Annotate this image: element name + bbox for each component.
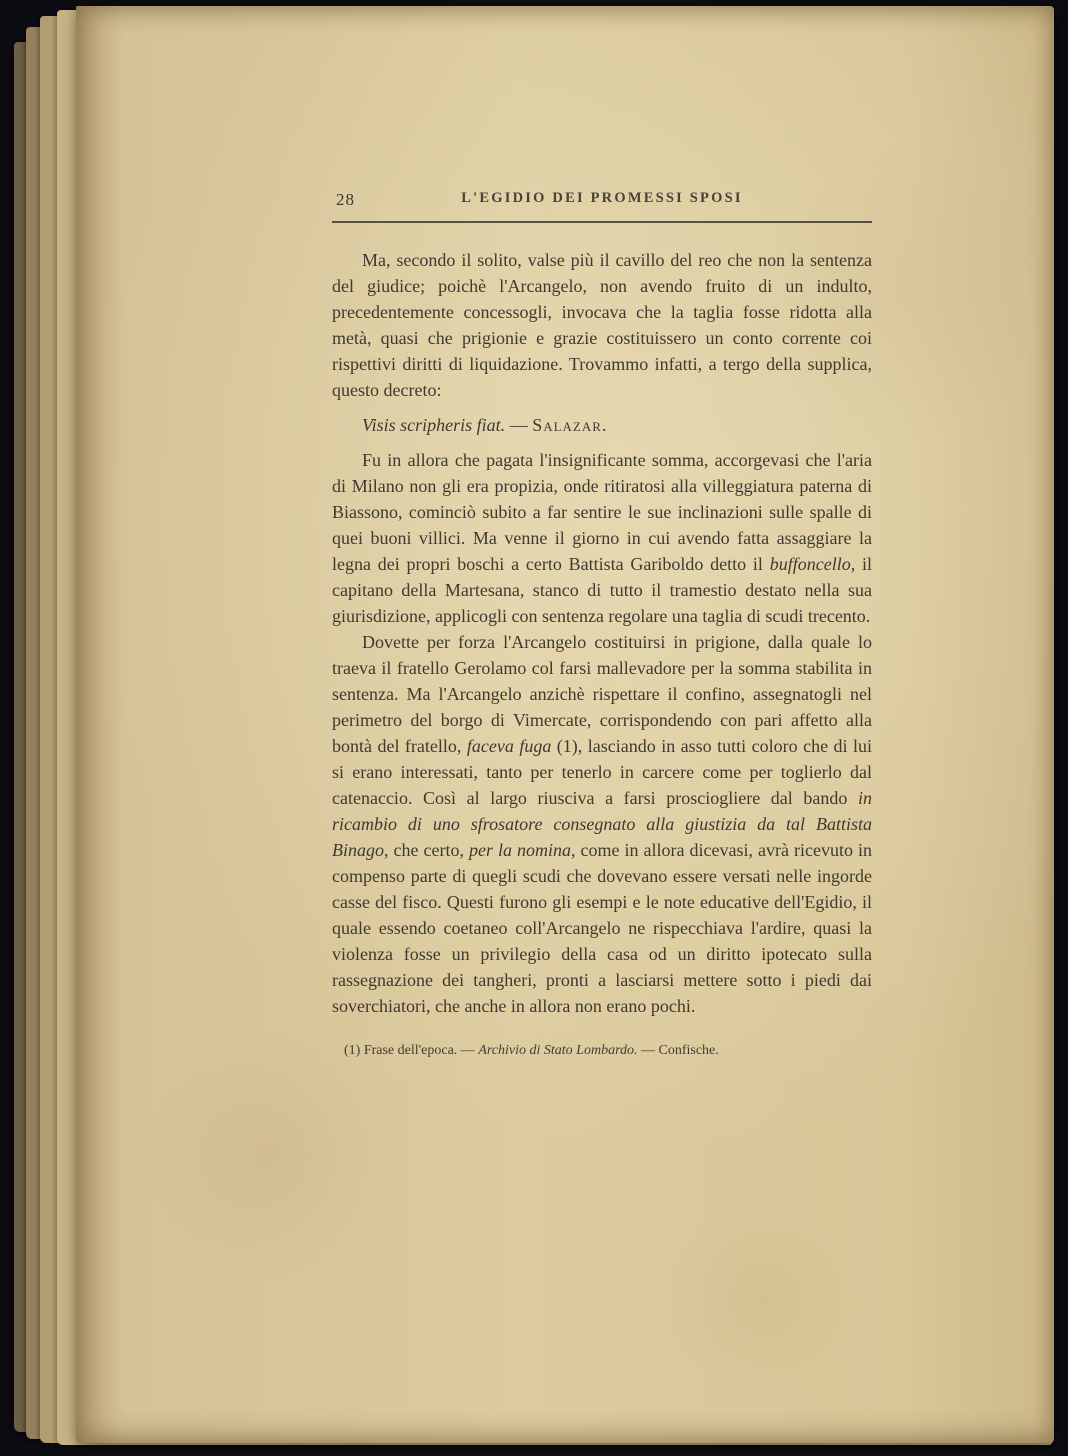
decree-line	[332, 412, 872, 438]
paragraph	[332, 629, 872, 1019]
text-segment: , come in allora dicevasi, avrà ricevuto in compenso parte di quegli scudi che dovevano essere versati nelle ingorde casse del fisco. Questi furono gli esempi e le note educative dell'Egidio, il quale essendo coetaneo coll'Arcangelo ne rispecchiava l'ardire, quasi la violenza fosse un privilegio della casa od un diritto ipotecato sulla rassegnazione dei tangheri, pronti a lasciarsi mettere sotto i piedi dai soverchiatori, che anche in allora non erano pochi.	[332, 840, 873, 1016]
italic-text: Archivio di Stato Lombardo.	[478, 1043, 638, 1058]
book-page	[76, 6, 1054, 1443]
footnote	[332, 1041, 872, 1060]
text-segment: (1) Frase dell'epoca. —	[344, 1043, 479, 1058]
italic-text: faceva fuga	[466, 736, 552, 756]
paragraph	[332, 447, 872, 629]
body-text	[332, 247, 872, 1019]
italic-text: per la nomina	[469, 840, 572, 860]
smallcaps-text: Salazar.	[532, 415, 608, 435]
page-header	[332, 190, 872, 214]
text-block	[332, 190, 872, 1060]
italic-text: in ricambio di uno sfrosatore consegnato alla giustizia da tal Battista Binago	[332, 788, 872, 860]
page-number: 28	[336, 190, 355, 209]
text-segment: Dovette per forza l'Arcangelo costituirsi in prigione, dalla quale lo traeva il fratello Gerolamo col farsi mallevadore per la somma stabilita in sentenza. Ma l'Arcangelo anzichè rispettare il confino, assegnatogli nel perimetro del borgo di Vimercate, corrispondendo con pari affetto alla bontà del fratello,	[332, 632, 872, 756]
italic-text: buffoncello	[769, 554, 851, 574]
paragraph	[332, 247, 872, 403]
text-segment: , il capitano della Martesana, stanco di tutto il tramestio destato nella sua giurisdizione, applicogli con sentenza regolare una taglia di scudi trecento.	[332, 554, 872, 626]
text-segment: Ma, secondo il solito, valse più il cavillo del reo che non la sentenza del giudice; poichè l'Arcangelo, non avendo fruito di un indulto, precedentemente concessogli, invocava che la taglia fosse ridotta alla metà, quasi che prigionie e grazie costituissero un conto corrente coi rispettivi diritti di liquidazione. Trovammo infatti, a tergo della supplica, questo decreto:	[332, 250, 872, 400]
running-title: L'EGIDIO DEI PROMESSI SPOSI	[461, 190, 743, 206]
italic-text: Visis scripheris fiat.	[362, 415, 506, 435]
header-rule	[332, 221, 872, 223]
text-segment: , che certo,	[384, 840, 469, 860]
text-segment: Fu in allora che pagata l'insignificante somma, accorgevasi che l'aria di Milano non gli era propizia, onde ritiratosi alla villeggiatura paterna di Biassono, cominciò subito a far sentire le sue inclinazioni sulle spalle di quei buoni villici. Ma venne il giorno in cui avendo fatta assaggiare la legna dei propri boschi a certo Battista Gariboldo detto il	[332, 450, 872, 574]
text-segment: (1), lasciando in asso tutti coloro che di lui si erano interessati, tanto per tenerlo in carcere come per toglierlo dal catenaccio. Così al largo riusciva a farsi prosciogliere dal bando	[332, 736, 873, 808]
text-segment: —	[505, 415, 533, 435]
text-segment: — Confische.	[637, 1043, 719, 1058]
